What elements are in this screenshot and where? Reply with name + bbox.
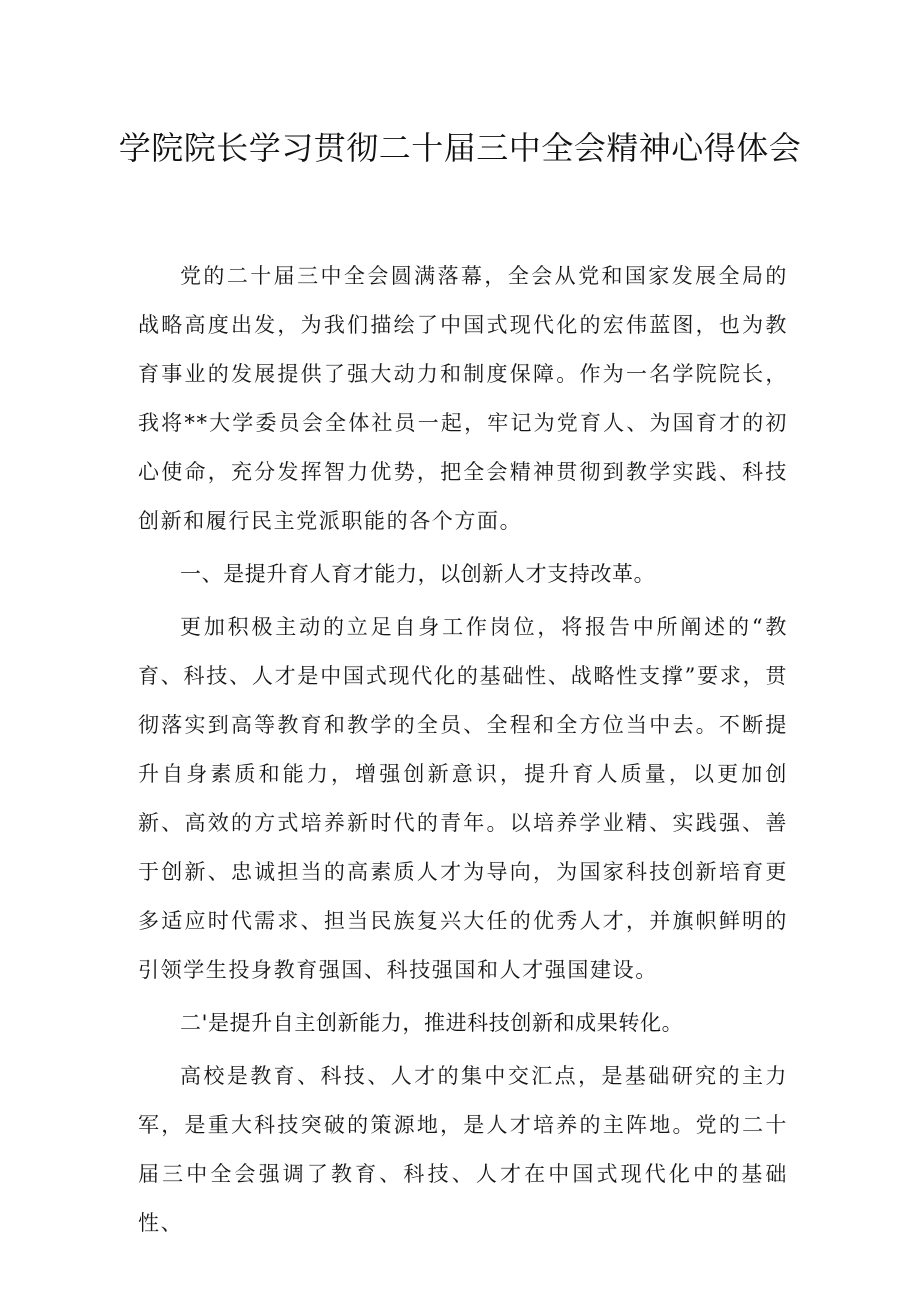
document-title: 学院院长学习贯彻二十届三中全会精神心得体会 bbox=[118, 129, 802, 167]
intro-paragraph: 党的二十届三中全会圆满落幕，全会从党和国家发展全局的战略高度出发，为我们描绘了中国式现代化的宏伟蓝图，也为教育事业的发展提供了强大动力和制度保障。作为一名学院院长，我将**大学委员会全体社员一起，牢记为党育人、为国育才的初心使命，充分发挥智力优势，把全会精神贯彻到教学实践、科技创新和履行民主党派职能的各个方面。 bbox=[138, 264, 788, 533]
section-heading-1: 一、是提升育人育才能力，以创新人才支持改革。 bbox=[180, 562, 656, 586]
document-body bbox=[138, 252, 788, 1248]
section-heading-2: 二'是提升自主创新能力，推进科技创新和成果转化。 bbox=[180, 1011, 684, 1035]
section-paragraph-2: 高校是教育、科技、人才的集中交汇点，是基础研究的主力军，是重大科技突破的策源地，是人才培养的主阵地。党的二十届三中全会强调了教育、科技、人才在中国式现代化中的基础性、 bbox=[138, 1064, 788, 1235]
section-paragraph-1: 更加积极主动的立足自身工作岗位，将报告中所阐述的“教育、科技、人才是中国式现代化的基础性、战略性支撑”要求，贯彻落实到高等教育和教学的全员、全程和全方位当中去。不断提升自身素质和能力，增强创新意识，提升育人质量，以更加创新、高效的方式培养新时代的青年。以培养学业精、实践强、善于创新、忠诚担当的高素质人才为导向，为国家科技创新培育更多适应时代需求、担当民族复兴大任的优秀人才，并旗帜鲜明的引领学生投身教育强国、科技强国和人才强国建设。 bbox=[138, 615, 788, 982]
